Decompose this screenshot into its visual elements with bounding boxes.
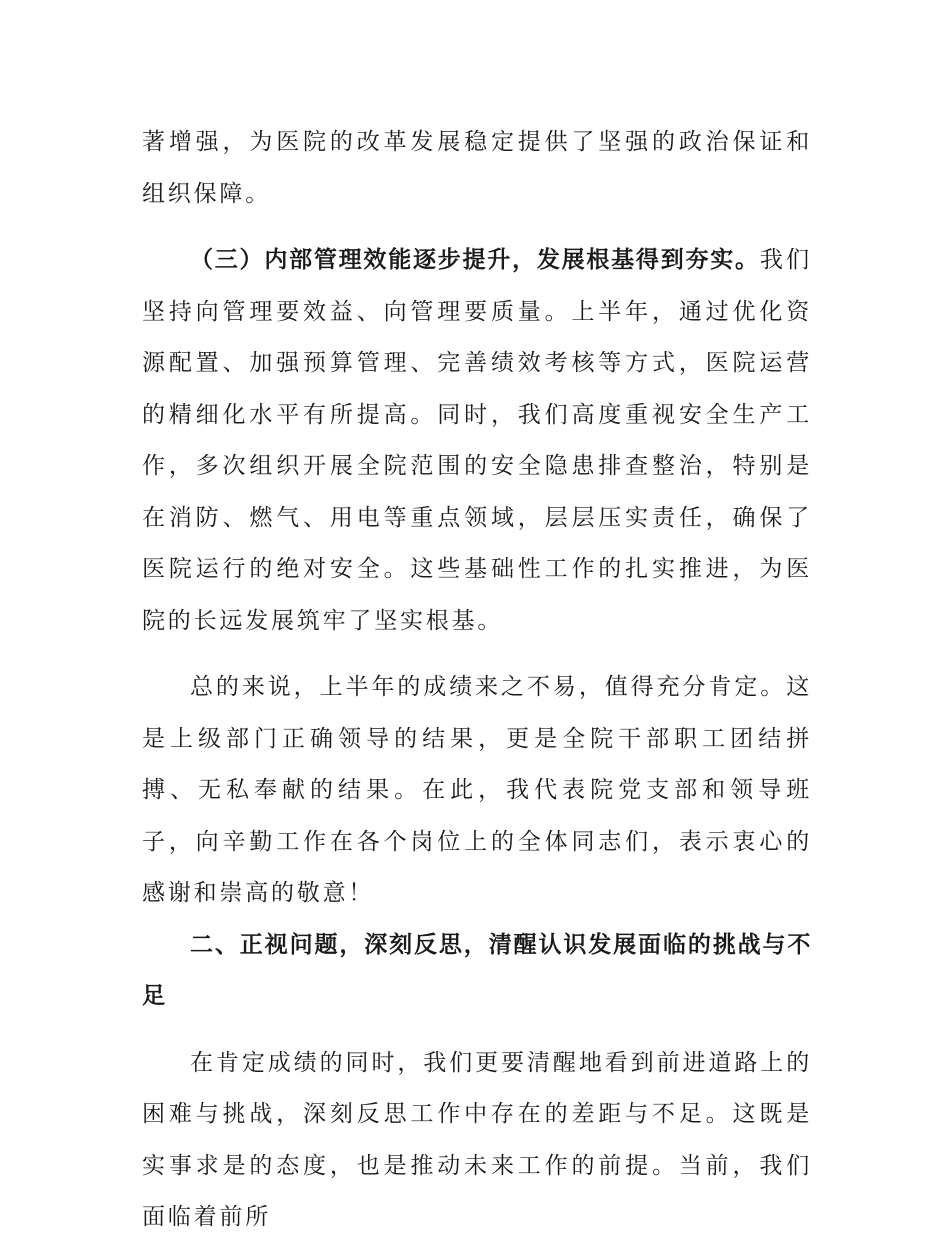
summary-paragraph: 总的来说，上半年的成绩来之不易，值得充分肯定。这是上级部门正确领导的结果，更是全院干部职工团结拼搏、无私奉献的结果。在此，我代表院党支部和领导班子，向辛勤工作在各个岗位上的全体同志们，表示衷心的感谢和崇高的敬意！ [142, 674, 812, 906]
challenges-paragraph: 在肯定成绩的同时，我们更要清醒地看到前进道路上的困难与挑战，深刻反思工作中存在的差距与不足。这既是实事求是的态度，也是推动未来工作的前提。当前，我们面临着前所 [142, 1049, 812, 1230]
section-3-paragraph [142, 235, 812, 647]
document-page [142, 117, 812, 1244]
section-3-heading: （三）内部管理效能逐步提升，发展根基得到夯实。 [190, 247, 760, 273]
section-3-body: 我们坚持向管理要效益、向管理要质量。上半年，通过优化资源配置、加强预算管理、完善绩效考核等方式，医院运营的精细化水平有所提高。同时，我们高度重视安全生产工作，多次组织开展全院范围的安全隐患排查整治，特别是在消防、燃气、用电等重点领域，层层压实责任，确保了医院运行的绝对安全。这些基础性工作的扎实推进，为医院的长远发展筑牢了坚实根基。 [142, 247, 812, 634]
section-2-heading: 二、正视问题，深刻反思，清醒认识发展面临的挑战与不足 [142, 931, 812, 1009]
continuation-paragraph: 著增强，为医院的改革发展稳定提供了坚强的政治保证和组织保障。 [142, 129, 812, 207]
